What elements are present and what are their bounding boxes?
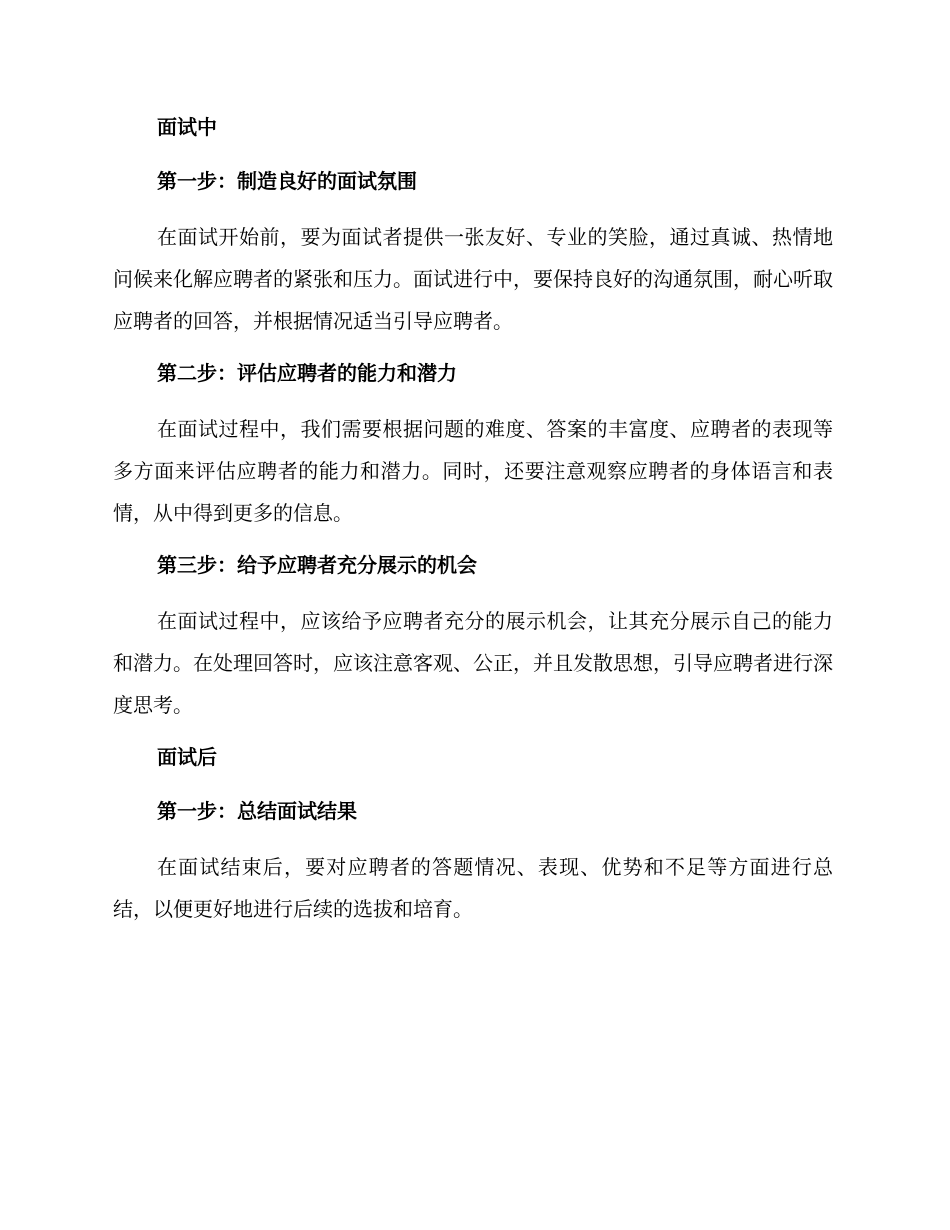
step-paragraph-showcase: 在面试过程中，应该给予应聘者充分的展示机会，让其充分展示自己的能力和潜力。在处理回答时，应该注意客观、公正，并且发散思想，引导应聘者进行深度思考。: [113, 609, 833, 717]
step-paragraph-evaluate: 在面试过程中，我们需要根据问题的难度、答案的丰富度、应聘者的表现等多方面来评估应聘者的能力和潜力。同时，还要注意观察应聘者的身体语言和表情，从中得到更多的信息。: [113, 417, 833, 525]
step-paragraph-atmosphere: 在面试开始前，要为面试者提供一张友好、专业的笑脸，通过真诚、热情地问候来化解应聘者的紧张和压力。面试进行中，要保持良好的沟通氛围，耐心听取应聘者的回答，并根据情况适当引导应聘者。: [113, 225, 833, 333]
step-heading-evaluate: 第二步：评估应聘者的能力和潜力: [157, 361, 457, 385]
section-heading-during-interview: 面试中: [157, 115, 217, 139]
step-heading-atmosphere: 第一步：制造良好的面试氛围: [157, 169, 417, 193]
step-heading-showcase: 第三步：给予应聘者充分展示的机会: [157, 553, 477, 577]
step-heading-summary: 第一步：总结面试结果: [157, 799, 357, 823]
section-heading-after-interview: 面试后: [157, 745, 217, 769]
step-paragraph-summary: 在面试结束后，要对应聘者的答题情况、表现、优势和不足等方面进行总结，以便更好地进行后续的选拔和培育。: [113, 855, 833, 921]
document-body: [113, 108, 833, 942]
